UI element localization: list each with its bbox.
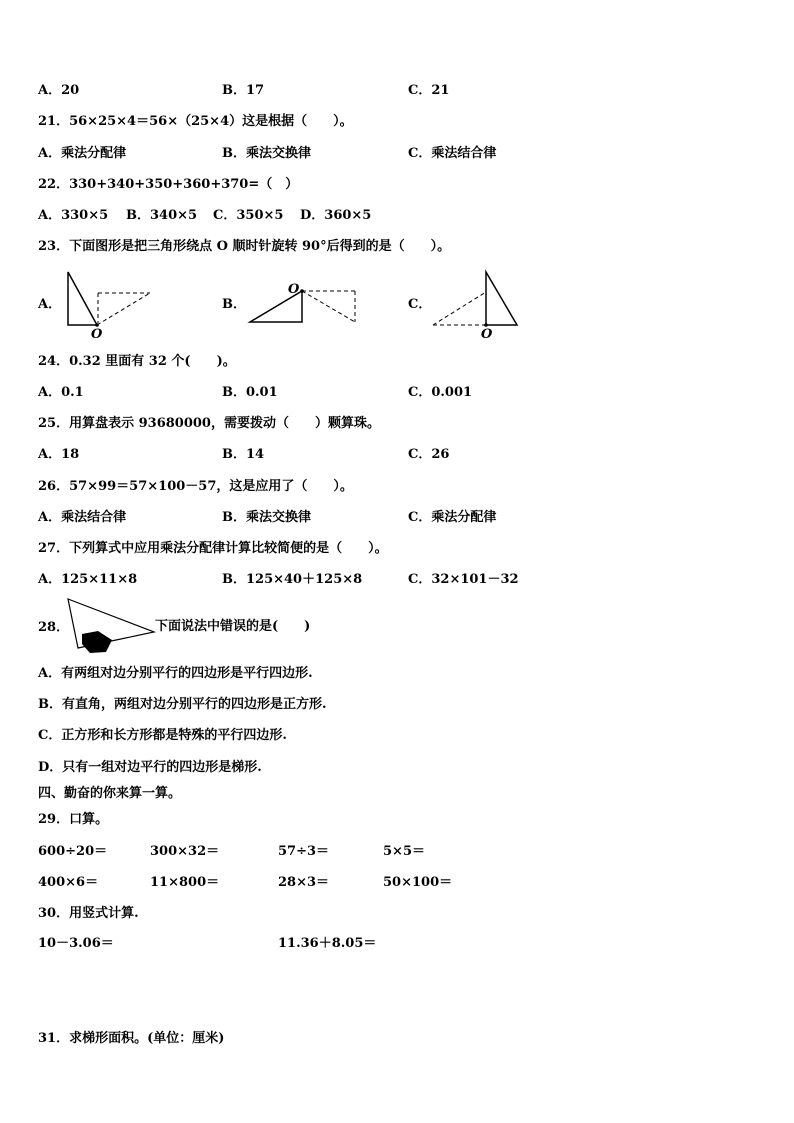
q30-stem: 30．用竖式计算. [38, 906, 139, 921]
q24-option-a: A．0.1 [38, 385, 84, 400]
q20-option-b: B．17 [222, 83, 265, 98]
q27-option-c: C．32×101－32 [408, 572, 519, 587]
q21-stem: 21．56×25×4＝56×（25×4）这是根据（ ）。 [38, 114, 353, 129]
q25-option-a: A．18 [38, 447, 80, 462]
q21-option-c: C．乘法结合律 [408, 146, 497, 161]
q24-option-b: B．0.01 [222, 385, 278, 400]
q23-point-label-b: O [288, 282, 300, 297]
q22-option-b: B．340×5 [126, 208, 198, 223]
q23-figure-c [428, 268, 528, 343]
q23-point-label-c: O [481, 327, 493, 342]
q27-option-a: A．125×11×8 [38, 572, 138, 587]
q29-r2-item-4: 50×100＝ [383, 875, 453, 890]
q28-option-a: A．有两组对边分别平行的四边形是平行四边形. [38, 666, 313, 681]
q28-option-b: B．有直角，两组对边分别平行的四边形是正方形. [38, 697, 327, 712]
q24-option-c: C．0.001 [408, 385, 473, 400]
q25-stem: 25．用算盘表示 93680000，需要拨动（ ）颗算珠。 [38, 416, 380, 431]
q29-r2-item-3: 28×3＝ [278, 875, 330, 890]
q25-option-c: C．26 [408, 447, 450, 462]
q23-option-b: B． [222, 297, 246, 312]
q21-option-a: A．乘法分配律 [38, 146, 127, 161]
q28-option-c: C．正方形和长方形都是特殊的平行四边形. [38, 728, 287, 743]
q21-option-b: B．乘法交换律 [222, 146, 311, 161]
q29-r2-item-1: 400×6＝ [38, 875, 99, 890]
q26-stem: 26．57×99＝57×100－57，这是应用了（ ）。 [38, 479, 353, 494]
q28-triangle-figure [62, 596, 157, 656]
q28-number: 28． [38, 620, 70, 635]
q29-r1-item-3: 57÷3＝ [278, 844, 330, 859]
q23-point-label-a: O [91, 327, 103, 342]
q23-option-a: A． [38, 297, 62, 312]
q28-option-d: D．只有一组对边平行的四边形是梯形. [38, 760, 262, 775]
q24-stem: 24．0.32 里面有 32 个( )。 [38, 354, 236, 369]
q29-r2-item-2: 11×800＝ [150, 875, 220, 890]
q29-stem: 29．口算。 [38, 812, 109, 827]
q20-option-a: A．20 [38, 83, 80, 98]
q22-option-a: A．330×5 [38, 208, 109, 223]
q22-option-d: D．360×5 [300, 208, 372, 223]
q26-option-a: A．乘法结合律 [38, 510, 127, 525]
q29-r1-item-2: 300×32＝ [150, 844, 220, 859]
q31-stem: 31．求梯形面积。(单位：厘米) [38, 1031, 225, 1046]
q27-stem: 27．下列算式中应用乘法分配律计算比较简便的是（ ）。 [38, 541, 388, 556]
q28-stem: 下面说法中错误的是( ) [155, 619, 311, 634]
q23-stem: 23．下面图形是把三角形绕点 O 顺时针旋转 90°后得到的是（ ）。 [38, 239, 451, 254]
q25-option-b: B．14 [222, 447, 265, 462]
q23-option-c: C． [408, 297, 432, 312]
q26-option-b: B．乘法交换律 [222, 510, 311, 525]
q29-r1-item-4: 5×5＝ [383, 844, 425, 859]
q23-figure-a [60, 268, 160, 343]
q20-option-c: C．21 [408, 83, 450, 98]
q23-figure-b [245, 280, 365, 330]
q29-r1-item-1: 600÷20＝ [38, 844, 108, 859]
section-4-heading: 四、勤奋的你来算一算。 [38, 786, 182, 801]
q30-expr-1: 10－3.06＝ [38, 936, 114, 951]
q22-option-c: C．350×5 [213, 208, 284, 223]
q22-stem: 22．330+340+350+360+370=（ ） [38, 177, 299, 192]
q26-option-c: C．乘法分配律 [408, 510, 497, 525]
q30-expr-2: 11.36＋8.05＝ [278, 936, 377, 951]
q27-option-b: B．125×40＋125×8 [222, 572, 363, 587]
